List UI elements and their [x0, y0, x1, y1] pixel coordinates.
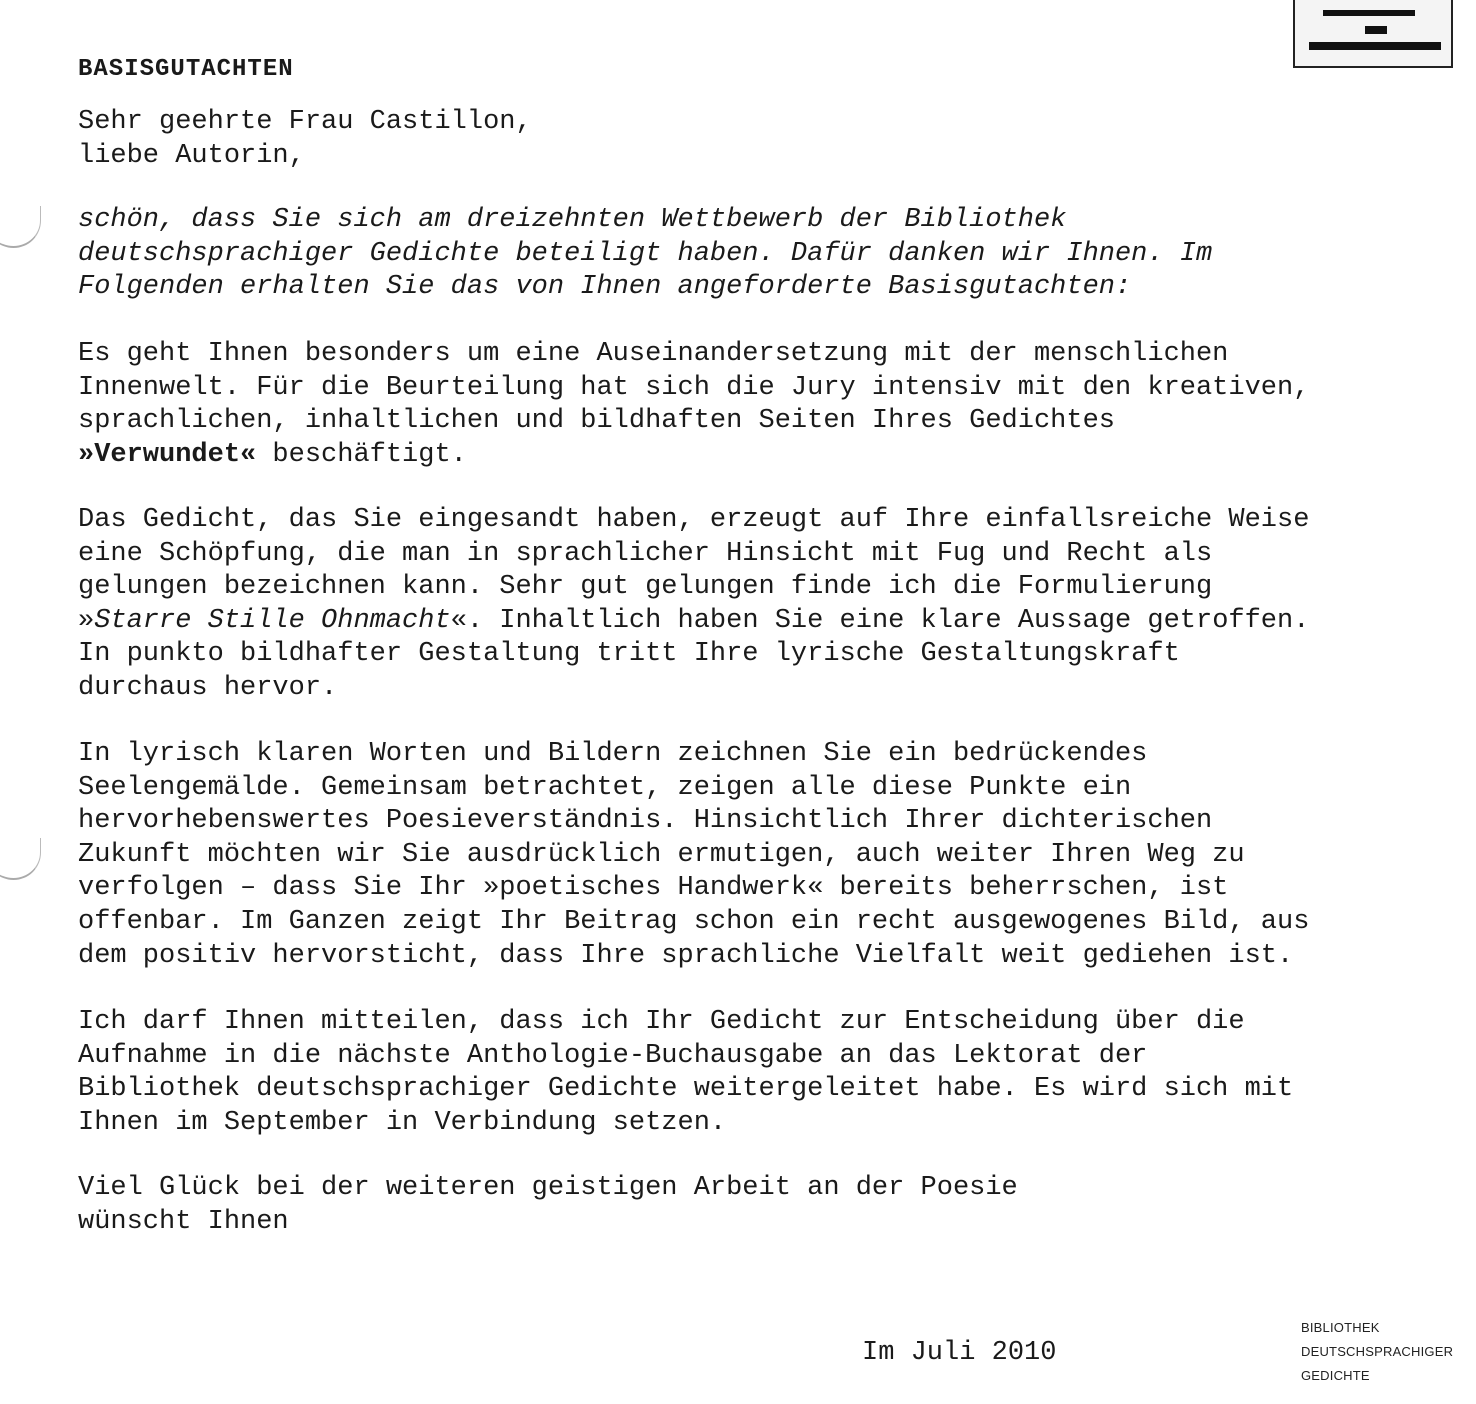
paragraph-line: Zukunft möchten wir Sie ausdrücklich ermutigen, auch weiter Ihren Weg zu: [78, 839, 1245, 870]
paragraph-line: Es geht Ihnen besonders um eine Auseinandersetzung mit der menschlichen: [78, 339, 1229, 369]
quote-close: «: [450, 605, 467, 636]
paragraph-line: [78, 439, 1309, 473]
greeting-line: liebe Autorin,: [78, 140, 305, 171]
paragraph-line: In punkto bildhafter Gestaltung tritt Ihre lyrische Gestaltungskraft: [78, 639, 1180, 670]
paragraph-line: In lyrisch klaren Worten und Bildern zeichnen Sie ein bedrückendes: [78, 739, 1148, 769]
greeting-line: Sehr geehrte Frau Castillon,: [78, 107, 532, 137]
paragraph-line: hervorhebenswertes Poesieverständnis. Hinsichtlich Ihrer dichterischen: [78, 806, 1213, 837]
intro-line: schön, dass Sie sich am dreizehnten Wettbewerb der Bibliothek: [78, 205, 1067, 235]
letter-heading: BASISGUTACHTEN: [78, 56, 294, 83]
organization-logo: [1301, 1316, 1453, 1388]
paragraph-line-rest: . Inhaltlich haben Sie eine klare Aussage getroffen.: [466, 605, 1310, 636]
closing-line: wünscht Ihnen: [78, 1206, 289, 1237]
paragraph-1: [78, 338, 1309, 472]
punch-hole-bottom: [0, 838, 41, 880]
greeting: [78, 106, 532, 173]
intro-line: deutschsprachiger Gedichte beteiligt haben. Dafür danken wir Ihnen. Im: [78, 238, 1213, 269]
paragraph-line: verfolgen – dass Sie Ihr »poetisches Handwerk« bereits beherrschen, ist: [78, 873, 1229, 904]
quoted-phrase: Starre Stille Ohnmacht: [94, 605, 451, 636]
paragraph-line: Bibliothek deutschsprachiger Gedichte weitergeleitet habe. Es wird sich mit: [78, 1074, 1294, 1105]
paragraph-line: Seelengemälde. Gemeinsam betrachtet, zeigen alle diese Punkte ein: [78, 772, 1132, 803]
paragraph-line: dem positiv hervorsticht, dass Ihre sprachliche Vielfalt weit gediehen ist.: [78, 940, 1294, 971]
paragraph-line: offenbar. Im Ganzen zeigt Ihr Beitrag schon ein recht ausgewogenes Bild, aus: [78, 906, 1310, 937]
closing-line: Viel Glück bei der weiteren geistigen Arbeit an der Poesie: [78, 1173, 1018, 1203]
paragraph-2: [78, 504, 1309, 706]
paragraph-line: durchaus hervor.: [78, 672, 338, 703]
paragraph-line: [78, 605, 1309, 639]
paragraph-line: eine Schöpfung, die man in sprachlicher Hinsicht mit Fug und Recht als: [78, 538, 1213, 569]
stamp-logo-icon: [1293, 0, 1453, 68]
paragraph-line: sprachlichen, inhaltlichen und bildhaften Seiten Ihres Gedichtes: [78, 406, 1115, 437]
paragraph-line-rest: beschäftigt.: [256, 439, 467, 470]
paragraph-line: Ich darf Ihnen mitteilen, dass ich Ihr Gedicht zur Entscheidung über die: [78, 1007, 1245, 1037]
paragraph-line: gelungen bezeichnen kann. Sehr gut gelungen finde ich die Formulierung: [78, 572, 1213, 603]
poem-title: »Verwundet«: [78, 439, 257, 470]
organization-logo-line: GEDICHTE: [1301, 1368, 1370, 1383]
paragraph-4: [78, 1006, 1293, 1140]
paragraph-line: Das Gedicht, das Sie eingesandt haben, erzeugt auf Ihre einfallsreiche Weise: [78, 505, 1310, 535]
paragraph-line: Ihnen im September in Verbindung setzen.: [78, 1107, 727, 1138]
closing: [78, 1172, 1018, 1239]
intro-paragraph: [78, 204, 1212, 305]
paragraph-line: Aufnahme in die nächste Anthologie-Buchausgabe an das Lektorat der: [78, 1040, 1148, 1071]
organization-logo-line: DEUTSCHSPRACHIGER: [1301, 1344, 1454, 1359]
punch-hole-top: [0, 206, 41, 248]
intro-line: Folgenden erhalten Sie das von Ihnen angeforderte Basisgutachten:: [78, 272, 1132, 303]
letter-date: Im Juli 2010: [862, 1338, 1057, 1368]
paragraph-3: [78, 738, 1309, 973]
quote-open: »: [78, 605, 95, 636]
organization-logo-line: BIBLIOTHEK: [1301, 1320, 1380, 1335]
paragraph-line: Innenwelt. Für die Beurteilung hat sich die Jury intensiv mit den kreativen,: [78, 372, 1310, 403]
